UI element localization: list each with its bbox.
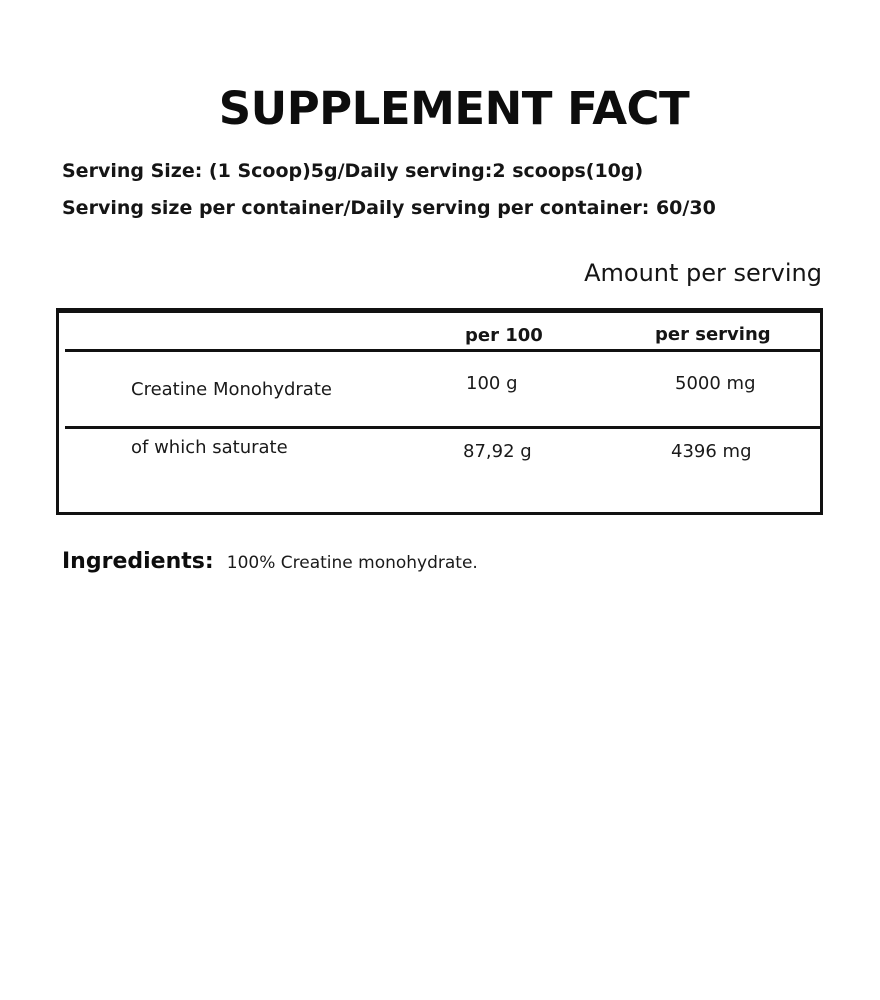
row-per-serving-value: 4396 mg	[671, 441, 752, 462]
amount-per-serving-heading: Amount per serving	[584, 259, 822, 287]
page-title: SUPPLEMENT FACT	[218, 82, 690, 135]
row-per-100-value: 100 g	[466, 373, 518, 394]
column-header-per-serving: per serving	[655, 324, 771, 345]
ingredients-label: Ingredients:	[62, 549, 214, 574]
row-divider	[65, 426, 820, 429]
column-header-per-100: per 100	[465, 325, 543, 346]
serving-size-line: Serving Size: (1 Scoop)5g/Daily serving:2 scoops(10g)	[62, 160, 644, 182]
row-name: Creatine Monohydrate	[131, 379, 332, 400]
nutrition-facts-table	[56, 308, 823, 515]
header-divider	[65, 349, 820, 352]
row-per-serving-value: 5000 mg	[675, 373, 756, 394]
ingredients-value: 100% Creatine monohydrate.	[226, 553, 478, 573]
row-name: of which saturate	[131, 437, 288, 458]
ingredients-line	[62, 549, 478, 574]
row-per-100-value: 87,92 g	[463, 441, 532, 462]
servings-per-container-line: Serving size per container/Daily serving per container: 60/30	[62, 197, 716, 219]
